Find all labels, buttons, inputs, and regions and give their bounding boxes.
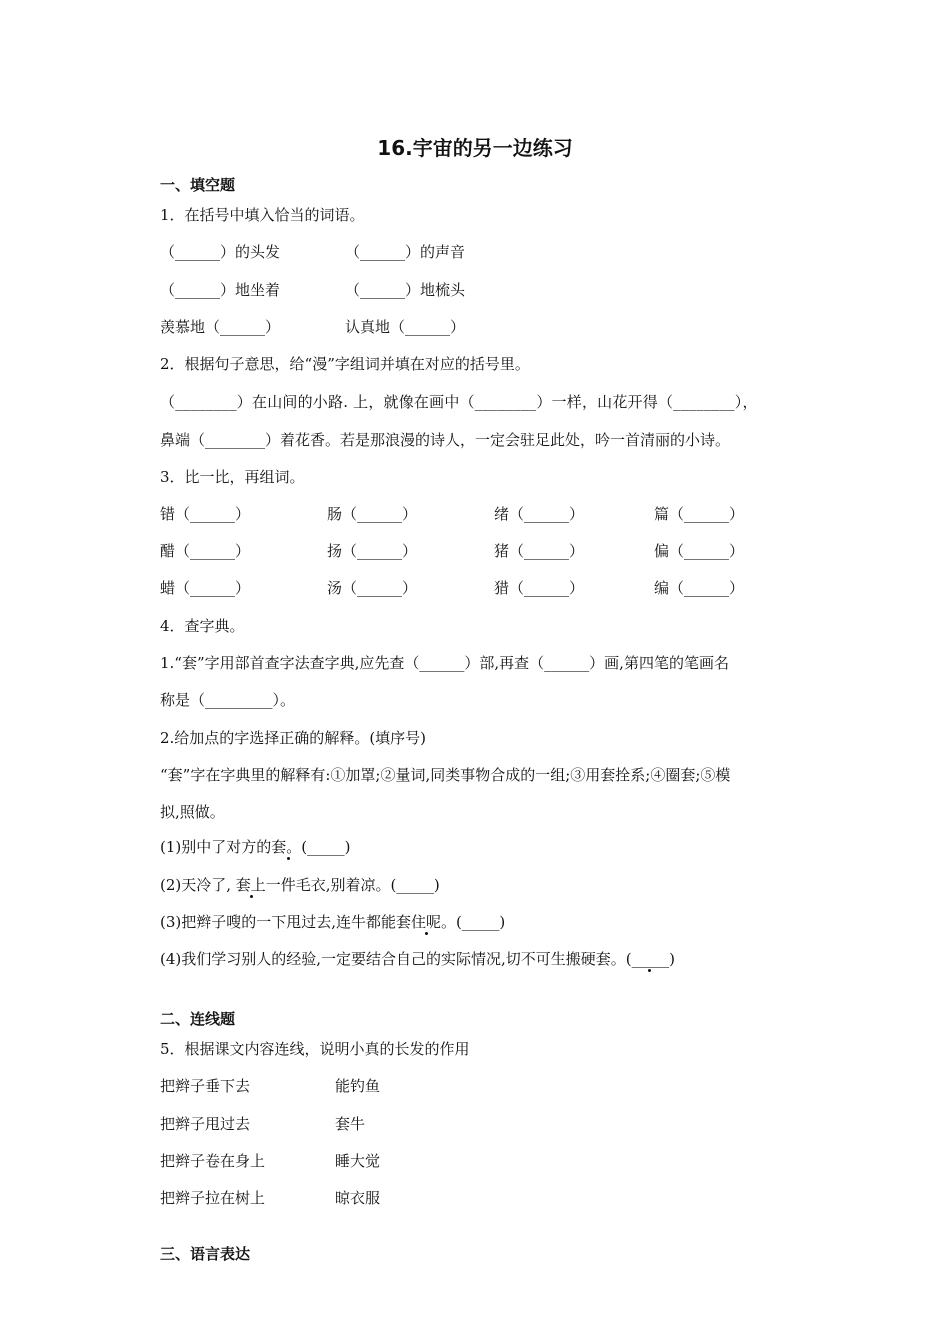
q3-cell: 编（______） (654, 579, 745, 597)
q3-cell: 汤（______） (327, 579, 418, 597)
q4-part2-heading: 2.给加点的字选择正确的解释。(填序号) (160, 729, 427, 747)
q1-blank-envious: 羡慕地（______） (160, 318, 281, 336)
section-heading-fill-blank: 一、填空题 (160, 176, 236, 194)
q4-item-1: (1)别中了对方的套。(_____) (160, 838, 351, 856)
q5-left-item: 把辫子垂下去 (160, 1077, 251, 1095)
q5-right-item: 能钓鱼 (335, 1077, 381, 1095)
question-4-stem: 4．查字典。 (160, 617, 245, 635)
q5-right-item: 睡大觉 (335, 1152, 381, 1170)
q3-cell: 肠（______） (327, 505, 418, 523)
q3-cell: 猪（______） (494, 542, 585, 560)
section-heading-expression: 三、语言表达 (160, 1245, 251, 1263)
q4-definitions-line-1: “套”字在字典里的解释有:①加罩;②量词,同类事物合成的一组;③用套拴系;④圈套;⑤模 (160, 766, 731, 784)
q3-cell: 醋（______） (160, 542, 251, 560)
question-5-stem: 5．根据课文内容连线，说明小真的长发的作用 (160, 1040, 470, 1058)
q4-part1-line-2: 称是（_________）。 (160, 691, 296, 709)
emphasis-dot (648, 969, 651, 972)
q5-left-item: 把辫子甩过去 (160, 1115, 251, 1133)
q3-cell: 猎（______） (494, 579, 585, 597)
q5-right-item: 套牛 (335, 1115, 366, 1133)
q3-cell: 蜡（______） (160, 579, 251, 597)
q4-part1-line-1: 1.“套”字用部首查字法查字典,应先查（______）部,再查（______）画,第四笔的笔画名 (160, 654, 729, 672)
section-heading-matching: 二、连线题 (160, 1010, 236, 1028)
q5-left-item: 把辫子拉在树上 (160, 1189, 266, 1207)
question-1-stem: 1．在括号中填入恰当的词语。 (160, 206, 365, 224)
q1-blank-sitting: （______）地坐着 (160, 281, 281, 299)
q3-cell: 错（______） (160, 505, 251, 523)
q5-left-item: 把辫子卷在身上 (160, 1152, 266, 1170)
q1-blank-voice: （______）的声音 (345, 243, 466, 261)
emphasis-dot (287, 857, 290, 860)
q3-cell: 绪（______） (494, 505, 585, 523)
q3-cell: 扬（______） (327, 542, 418, 560)
q4-definitions-line-2: 拟,照做。 (160, 803, 225, 821)
emphasis-dot (250, 895, 253, 898)
page-title: 16.宇宙的另一边练习 (377, 136, 573, 160)
q4-item-2: (2)天冷了, 套上一件毛衣,别着凉。(_____) (160, 876, 440, 894)
q5-right-item: 晾衣服 (335, 1189, 381, 1207)
question-3-stem: 3．比一比，再组词。 (160, 468, 305, 486)
q1-blank-earnest: 认真地（______） (345, 318, 466, 336)
q1-blank-hair: （______）的头发 (160, 243, 281, 261)
emphasis-dot (425, 932, 428, 935)
q4-item-4: (4)我们学习别人的经验,一定要结合自己的实际情况,切不可生搬硬套。(_____) (160, 950, 675, 968)
question-2-stem: 2．根据句子意思，给“漫”字组词并填在对应的括号里。 (160, 355, 530, 373)
q1-blank-combing: （______）地梳头 (345, 281, 466, 299)
q4-item-3: (3)把辫子嗖的一下甩过去,连牛都能套住呢。(_____) (160, 913, 506, 931)
q3-cell: 偏（______） (654, 542, 745, 560)
q3-cell: 篇（______） (654, 505, 745, 523)
q2-sentence-line-1: （________）在山间的小路. 上，就像在画中（________）一样，山花开得（________）， (160, 393, 758, 411)
q2-sentence-line-2: 鼻端（________）着花香。若是那浪漫的诗人，一定会驻足此处，吟一首清丽的小诗。 (160, 431, 731, 449)
